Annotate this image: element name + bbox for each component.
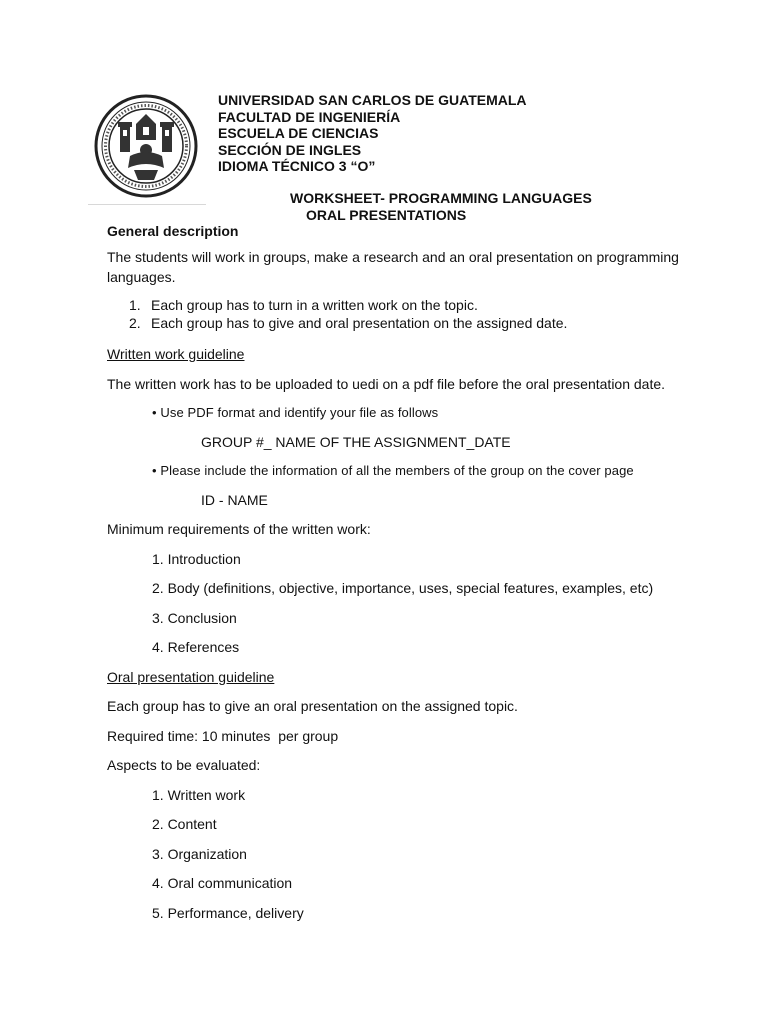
list-item: 2. Each group has to give and oral presentation on the assigned date.: [129, 315, 568, 331]
requirement-item: 2. Body (definitions, objective, importance, uses, special features, examples, etc): [152, 580, 654, 596]
aspect-item: 2. Content: [152, 816, 217, 832]
worksheet-title-line2: ORAL PRESENTATIONS: [306, 206, 467, 223]
required-time: Required time: 10 minutes per group: [107, 727, 339, 744]
header-section: SECCIÓN DE INGLES: [218, 141, 362, 158]
header-faculty: FACULTAD DE INGENIERÍA: [218, 108, 401, 125]
min-requirements-label: Minimum requirements of the written work:: [107, 521, 371, 537]
general-list: [107, 296, 682, 332]
aspect-item: 3. Organization: [152, 845, 247, 862]
header-course: IDIOMA TÉCNICO 3 “O”: [218, 158, 376, 174]
document-body: [107, 222, 682, 923]
header-university: UNIVERSIDAD SAN CARLOS DE GUATEMALA: [218, 92, 527, 108]
file-name-format: GROUP #_ NAME OF THE ASSIGNMENT_DATE: [201, 433, 511, 450]
bullet-cover-page: • Please include the information of all the members of the group on the cover page: [152, 463, 634, 478]
university-seal-icon: [92, 94, 200, 198]
worksheet-title: [290, 190, 592, 223]
bullet-pdf-format: • Use PDF format and identify your file as follows: [152, 405, 439, 420]
requirement-item: 3. Conclusion: [152, 609, 237, 626]
oral-presentation-text: Each group has to give an oral presentation on the assigned topic.: [107, 698, 518, 714]
requirement-item: 1. Introduction: [152, 550, 241, 567]
institution-header: [218, 92, 527, 175]
worksheet-title-line1: WORKSHEET- PROGRAMMING LANGUAGES: [290, 190, 592, 206]
requirement-item: 4. References: [152, 639, 240, 655]
written-work-text: The written work has to be uploaded to uedi on a pdf file before the oral presentation date.: [107, 375, 666, 392]
header-school: ESCUELA DE CIENCIAS: [218, 125, 379, 141]
list-item: 1. Each group has to turn in a written work on the topic.: [129, 297, 478, 313]
aspect-item: 1. Written work: [152, 786, 246, 803]
general-description-heading: General description: [107, 223, 239, 239]
id-name-format: ID - NAME: [201, 491, 268, 508]
general-description-text: The students will work in groups, make a research and an oral presentation on programming languages.: [107, 249, 679, 285]
aspects-label: Aspects to be evaluated:: [107, 757, 261, 773]
written-work-heading: Written work guideline: [107, 346, 245, 362]
seal-underline: [88, 204, 206, 205]
aspect-item: 4. Oral communication: [152, 875, 293, 891]
aspect-item: 5. Performance, delivery: [152, 904, 304, 921]
oral-presentation-heading: Oral presentation guideline: [107, 668, 275, 685]
